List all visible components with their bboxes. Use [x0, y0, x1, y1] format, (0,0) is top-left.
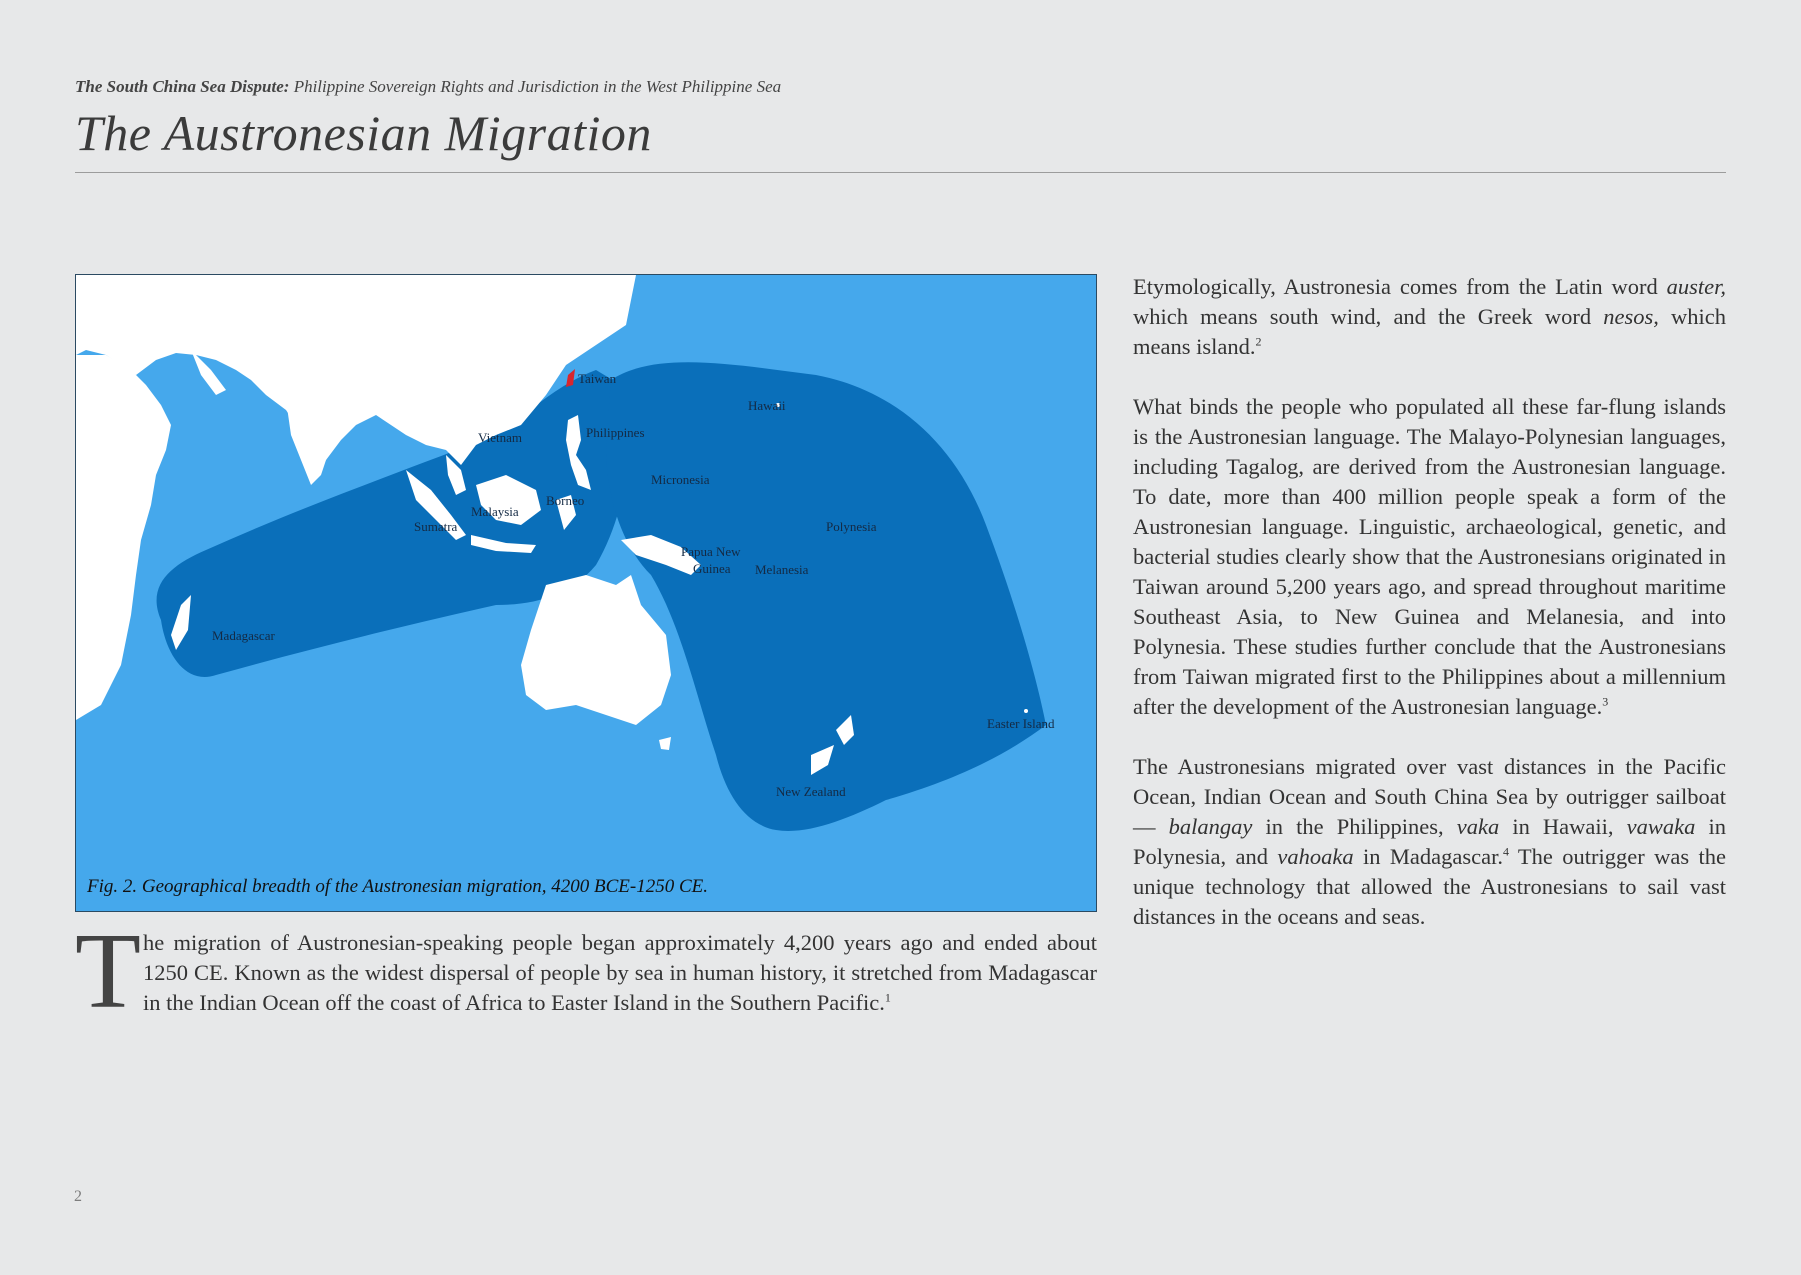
boat-term-vaka: vaka — [1456, 814, 1500, 839]
footnote-ref-1: 1 — [884, 990, 891, 1005]
boat-term-vawaka: vawaka — [1626, 814, 1696, 839]
label-malaysia: Malaysia — [471, 504, 519, 519]
boat-term-vahoaka: vahoaka — [1277, 844, 1354, 869]
label-new-zealand: New Zealand — [776, 784, 846, 799]
label-vietnam: Vietnam — [478, 430, 522, 445]
migration-map — [76, 275, 1096, 911]
label-hawaii: Hawaii — [748, 398, 786, 413]
latin-term: auster, — [1666, 274, 1726, 299]
label-polynesia: Polynesia — [826, 519, 877, 534]
label-taiwan: Taiwan — [578, 371, 617, 386]
greek-term: nesos, — [1603, 304, 1659, 329]
series-title: The South China Sea Dispute: — [75, 77, 290, 96]
series-subtitle: Philippine Sovereign Rights and Jurisdiction in the West Philippine Sea — [289, 77, 782, 96]
text-run: which means south wind, and the Greek word — [1133, 304, 1604, 329]
text-run: in the Philippines, — [1252, 814, 1457, 839]
label-madagascar: Madagascar — [212, 628, 275, 643]
outrigger-paragraph — [1133, 752, 1726, 932]
text-run: What binds the people who populated all these far-flung islands is the Austronesian language. The Malayo-Polynesian languages, including Tagalog, are derived from the Austronesian language. To date, more than 400 million people speak a form of the Austronesian language. Linguistic, archaeological, genetic, and bacterial studies clearly show that the Austronesians originated in Taiwan around 5,200 years ago, and spread throughout maritime Southeast Asia, to New Guinea and Melanesia, and into Polynesia. These studies further conclude that the Austronesians from Taiwan migrated first to the Philippines about a millennium after the development of the Austronesian language. — [1133, 394, 1726, 719]
label-easter-island: Easter Island — [987, 716, 1055, 731]
running-head — [75, 77, 781, 97]
text-run: in Madagascar. — [1353, 844, 1503, 869]
language-paragraph — [1133, 392, 1726, 722]
label-philippines: Philippines — [586, 425, 645, 440]
easter-island-land — [1024, 709, 1028, 713]
text-run: in Hawaii, — [1499, 814, 1627, 839]
footnote-ref-4: 4 — [1502, 844, 1509, 859]
label-papua-new: Papua New — [681, 544, 741, 559]
lead-paragraph — [143, 928, 1097, 1018]
page-title: The Austronesian Migration — [75, 105, 652, 161]
lead-text: he migration of Austronesian-speaking people began approximately 4,200 years ago and ended about 1250 CE. Known as the widest dispersal of people by sea in human history, it stretched from Madagascar in the Indian Ocean off the coast of Africa to Easter Island in the Southern Pacific. — [143, 930, 1097, 1015]
figure-caption: Fig. 2. Geographical breadth of the Austronesian migration, 4200 BCE-1250 CE. — [87, 876, 708, 897]
side-column — [1133, 272, 1726, 962]
footnote-ref-2: 2 — [1255, 334, 1262, 349]
label-guinea: Guinea — [693, 561, 731, 576]
label-sumatra: Sumatra — [414, 519, 458, 534]
boat-term-balangay: balangay — [1168, 814, 1253, 839]
page-number: 2 — [74, 1188, 82, 1205]
label-borneo: Borneo — [546, 493, 585, 508]
text-run: The outrigger was the unique technology that allowed the Austronesians to sail vast distances in the oceans and seas. — [1133, 844, 1727, 929]
text-run: which means island. — [1133, 304, 1726, 359]
migration-map-figure — [75, 274, 1097, 912]
label-melanesia: Melanesia — [755, 562, 809, 577]
etymology-paragraph — [1133, 272, 1726, 362]
footnote-ref-3: 3 — [1602, 694, 1609, 709]
text-run: The Austronesians migrated over vast distances in the Pacific Ocean, Indian Ocean and South China Sea by outrigger sailboat — — [1133, 754, 1726, 839]
text-run: in Polynesia, and — [1133, 814, 1727, 869]
lead-paragraph-block — [75, 912, 1097, 1031]
text-run: Etymologically, Austronesia comes from the Latin word — [1133, 274, 1667, 299]
title-divider — [75, 172, 1726, 173]
drop-cap: T — [75, 912, 141, 1031]
label-micronesia: Micronesia — [651, 472, 710, 487]
